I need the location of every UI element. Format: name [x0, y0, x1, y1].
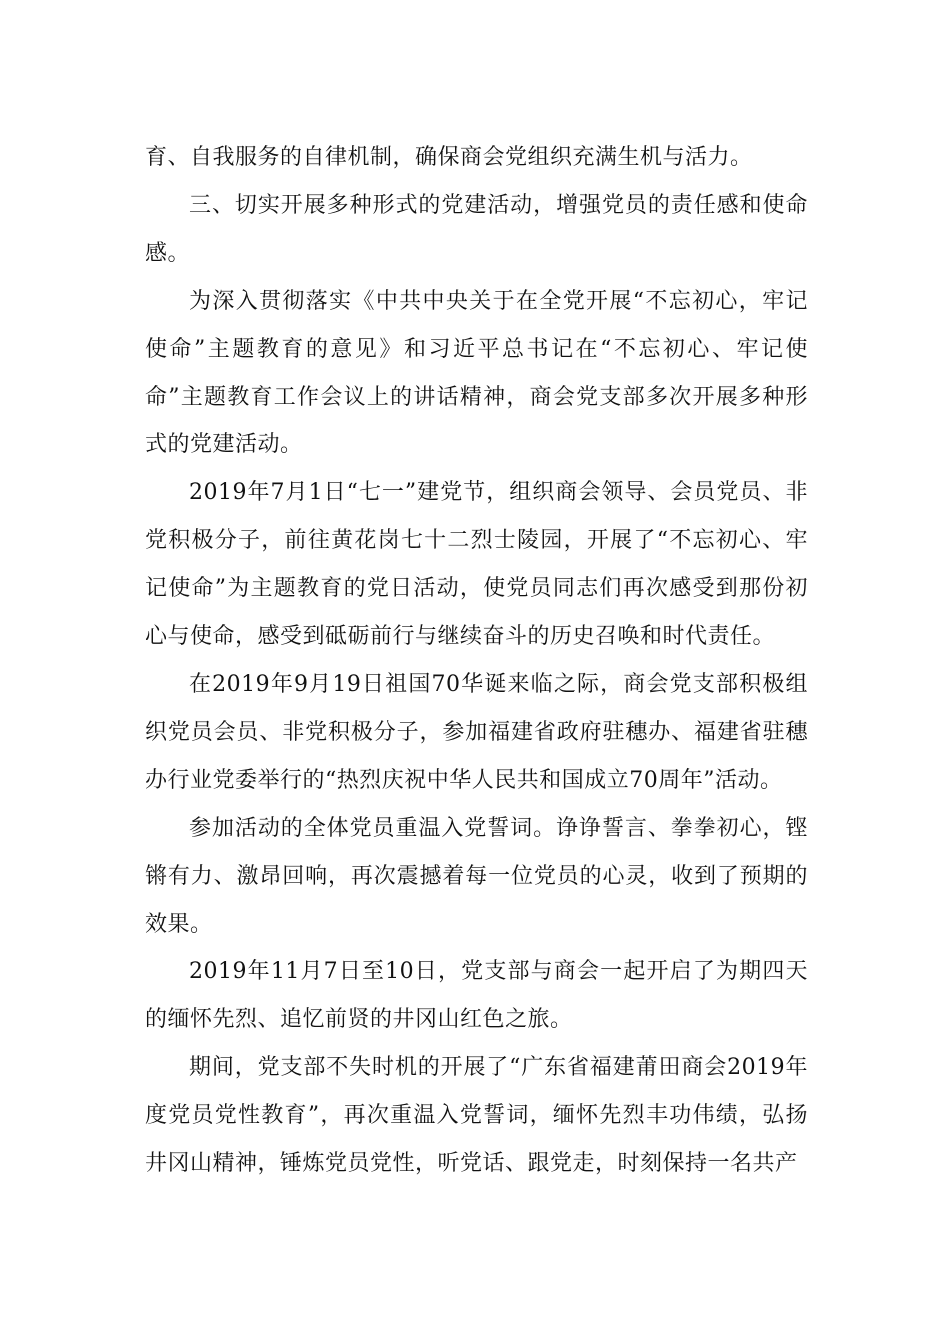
paragraph: 2019年11月7日至10日，党支部与商会一起开启了为期四天的缅怀先烈、追忆前贤的井冈山红色之旅。 — [145, 959, 808, 1033]
paragraph: 在2019年9月19日祖国70华诞来临之际，商会党支部积极组织党员会员、非党积极分子，参加福建省政府驻穗办、福建省驻穗办行业党委举行的“热烈庆祝中华人民共和国成立70周年”活动。 — [145, 671, 808, 793]
paragraph: 参加活动的全体党员重温入党誓词。诤诤誓言、拳拳初心，铿锵有力、激昂回响，再次震撼着每一位党员的心灵，收到了预期的效果。 — [145, 815, 808, 937]
paragraph: 为深入贯彻落实《中共中央关于在全党开展“不忘初心，牢记使命”主题教育的意见》和习近平总书记在“不忘初心、牢记使命”主题教育工作会议上的讲话精神，商会党支部多次开展多种形式的党建活动。 — [145, 288, 808, 458]
paragraph: 期间，党支部不失时机的开展了“广东省福建莆田商会2019年度党员党性教育”，再次重温入党誓词，缅怀先烈丰功伟绩，弘扬井冈山精神，锤炼党员党性，听党话、跟党走，时刻保持一名共产 — [145, 1055, 808, 1177]
document-body — [145, 134, 808, 1188]
section-heading: 三、切实开展多种形式的党建活动，增强党员的责任感和使命感。 — [145, 192, 808, 266]
paragraph: 2019年7月1日“七一”建党节，组织商会领导、会员党员、非党积极分子，前往黄花岗七十二烈士陵园，开展了“不忘初心、牢记使命”为主题教育的党日活动，使党员同志们再次感受到那份初心与使命，感受到砥砺前行与继续奋斗的历史召唤和时代责任。 — [145, 480, 808, 650]
paragraph-continuation: 育、自我服务的自律机制，确保商会党组织充满生机与活力。 — [145, 145, 753, 170]
